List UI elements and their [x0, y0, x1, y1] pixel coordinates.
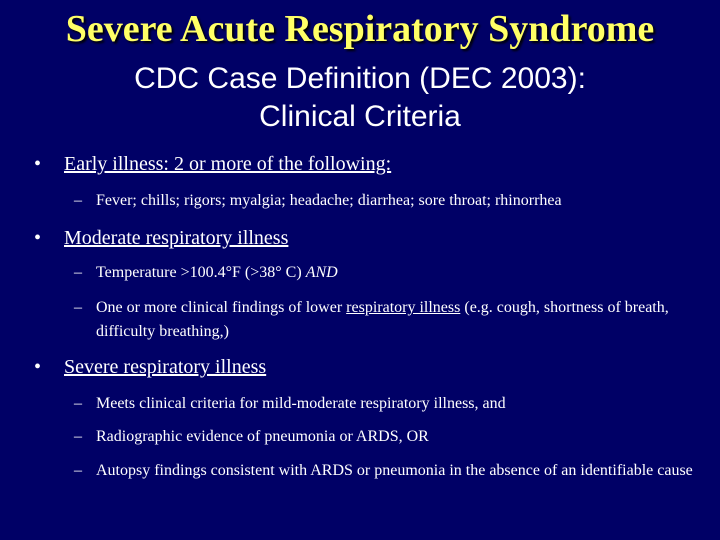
findings-pre: One or more clinical findings of lower	[96, 299, 347, 316]
bullet-marker: •	[34, 153, 42, 175]
sub-item	[74, 425, 694, 449]
respiratory-illness-link: respiratory illness	[346, 299, 461, 316]
sub-item	[74, 459, 694, 483]
sub-item-text: Fever; chills; rigors; myalgia; headache; diarrhea; sore throat; rhinorrhea	[96, 192, 562, 209]
findings-post: (e.g. cough, shortness of breath, difficulty breathing,)	[96, 299, 669, 340]
subtitle-line-2: Clinical Criteria	[259, 100, 461, 133]
bullet-marker: •	[34, 227, 42, 249]
slide-subtitle	[0, 60, 720, 136]
dash-marker: –	[74, 395, 82, 412]
sub-item-text: Meets clinical criteria for mild-moderate respiratory illness, and	[96, 395, 506, 412]
sub-item-text: Autopsy findings consistent with ARDS or pneumonia in the absence of an identifiable cause	[96, 462, 693, 479]
subtitle-line-1: CDC Case Definition (DEC 2003):	[134, 62, 586, 95]
bullet-text: Severe respiratory illness	[64, 356, 267, 378]
sub-item-text	[96, 296, 694, 344]
sub-item-clinical-findings	[74, 296, 694, 344]
bullet-text: Moderate respiratory illness	[64, 227, 289, 249]
sub-item	[74, 392, 694, 416]
dash-marker: –	[74, 428, 82, 445]
and-emphasis: AND	[305, 264, 338, 281]
temperature-text: Temperature >100.4°F (>38° C)	[96, 264, 306, 281]
dash-marker: –	[74, 264, 82, 281]
dash-marker: –	[74, 462, 82, 479]
sub-item-temperature	[74, 261, 694, 285]
bullet-text: Early illness: 2 or more of the following:	[64, 153, 392, 175]
sub-item-text	[96, 261, 694, 285]
dash-marker: –	[74, 192, 82, 209]
bullet-marker: •	[34, 356, 42, 378]
sub-item-text: Radiographic evidence of pneumonia or ARDS, OR	[96, 428, 429, 445]
dash-marker: –	[74, 299, 82, 316]
slide-title: Severe Acute Respiratory Syndrome	[65, 8, 655, 50]
sub-item	[74, 189, 694, 213]
